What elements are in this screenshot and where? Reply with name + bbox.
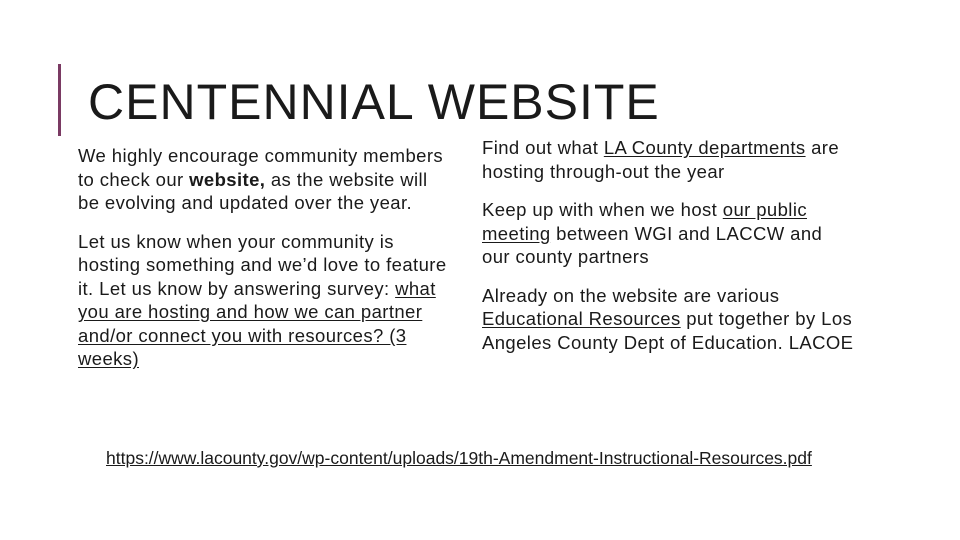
departments-paragraph — [482, 136, 854, 183]
encourage-text-end: as the website will be evolving and updated over the year. — [78, 168, 428, 213]
departments-text-start: Find out what — [482, 137, 604, 158]
la-county-departments-link[interactable]: LA County departments — [603, 137, 806, 158]
educational-resources-link[interactable]: Educational Resources — [482, 308, 681, 329]
resources-paragraph — [482, 284, 854, 355]
public-meeting-link[interactable]: our public meeting — [482, 199, 807, 244]
meeting-text-end: between WGI and LACCW and our county partners — [482, 222, 823, 267]
resources-text-end: put together by Los Angeles County Dept of Education. LACOE — [482, 308, 854, 353]
slide-title: CENTENNIAL WEBSITE — [88, 74, 660, 130]
left-column — [78, 144, 450, 386]
meeting-text-start: Keep up with when we host — [482, 199, 723, 220]
resources-pdf-link[interactable]: https://www.lacounty.gov/wp-content/uploads/19th-Amendment-Instructional-Resources.pdf — [106, 448, 812, 468]
right-column — [482, 136, 854, 369]
departments-text-end: are hosting through-out the year — [482, 137, 840, 182]
survey-text: Let us know when your community is hosting something and we’d love to feature it. Let us know by answering survey: — [78, 230, 447, 299]
website-bold-text: website, — [189, 168, 266, 190]
survey-link[interactable]: what you are hosting and how we can partner and/or connect you with resources? (3 weeks) — [78, 277, 436, 369]
public-meeting-paragraph — [482, 198, 854, 269]
encourage-text-start: We highly encourage community members to check our — [78, 145, 444, 190]
survey-paragraph — [78, 230, 450, 371]
encourage-paragraph — [78, 144, 450, 215]
title-accent-bar — [58, 64, 61, 136]
resources-text-start: Already on the website are various — [482, 284, 780, 306]
